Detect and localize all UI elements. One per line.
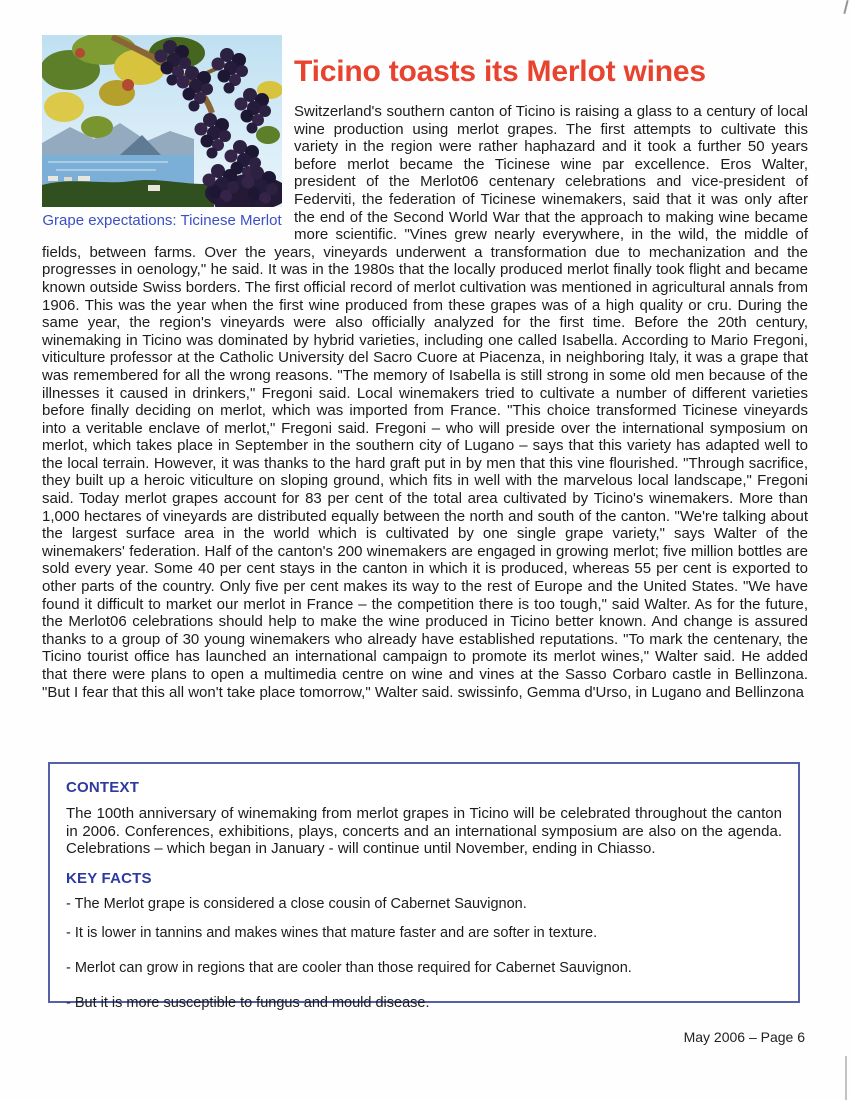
key-fact: - But it is more susceptible to fungus and mould disease. [66, 994, 430, 1011]
page-footer: May 2006 – Page 6 [683, 1029, 805, 1045]
vineyard-photo [42, 35, 282, 207]
vineyard-photo-figure [42, 35, 282, 230]
context-heading: CONTEXT [66, 779, 140, 796]
article-body: Switzerland's southern canton of Ticino is raising a glass to a century of local wine production using merlot grapes. The first attempts to cultivate this variety in the region were rather haphazard and it took a further 50 years before merlot became the Ticinese wine par excellence. Eros Walter, president of the Merlot06 centenary celebrations and vice-president of Federviti, the federation of Ticinese winemakers, said that it was only after the end of the Second World War that the approach to making wine became more scientific. "Vines grew nearly everywhere, in the wild, the middle of fields, between farms. Over the years, vineyards underwent a transformation due to mechanization and the progresses in oenology," he said. It was in the 1980s that the locally produced merlot finally took flight and became known outside Swiss borders. The first official record of merlot cultivation was mentioned in agricultural annals from 1906. This was the year when the first wine produced from these grapes was of a high quality or cru. During the same year, the region's vineyards were also officially analyzed for the first time. Before the 20th century, winemaking in Ticino was dominated by hybrid varieties, including one called Isabella. According to Mario Fregoni, viticulture professor at the Catholic University del Sacro Cuore at Piacenza, in neighboring Italy, it was a grape that was remembered for all the wrong reasons. "The memory of Isabella is still strong in some old men because of the illnesses it caused in drinkers," Fregoni said. Local winemakers tried to cultivate a number of different varieties before finally deciding on merlot, which was imported from France. "This choice transformed Ticinese vineyards into a veritable enclave of merlot," Fregoni said. Fregoni – who will preside over the international symposium on merlot, which takes place in September in the southern city of Lugano – says that this variety has adapted well to the local terrain. However, it was thanks to the hard graft put in by men that this vine flourished. "Through sacrifice, they built up a heroic viticulture on sloping ground, which fits in well with the marvelous local landscape," Fregoni said. Today merlot grapes account for 83 per cent of the total area cultivated by Ticino's winemakers. More than 1,000 hectares of vineyards are distributed equally between the north and south of the canton. "We're talking about the largest surface area in the world which is cultivated by one single grape variety," says Walter of the winemakers' federation. Half of the canton's 200 winemakers are engaged in growing merlot; five million bottles are sold every year. Some 40 per cent stays in the canton in which it is produced, whereas 55 per cent is exported to other parts of the country. Only five per cent makes its way to the rest of Europe and the United States. "We have found it difficult to market our merlot in France – the competition there is too tough," said Walter. As for the future, the Merlot06 celebrations should help to make the wine produced in Ticino better known. And change is assured thanks to a group of 30 young winemakers who already have established reputations. "To mark the centenary, the Ticino tourist office has launched an international campaign to promote its merlot wines," Walter said. He added that there were plans to open a multimedia centre on wine and vines at the Sasso Corbaro castle in Bellinzona. "But I fear that this all won't take place tomorrow," Walter said. swissinfo, Gemma d'Urso, in Lugano and Bellinzona [42, 103, 808, 701]
context-box [48, 762, 800, 1011]
context-text: The 100th anniversary of winemaking from merlot grapes in Ticino will be celebrated throughout the canton in 2006. Conferences, exhibitions, plays, concerts and an international symposium are also on the agenda. Celebrations – which began in January - will continue until November, ending in Chiasso. [66, 805, 782, 858]
photo-caption: Grape expectations: Ticinese Merlot [42, 212, 282, 229]
key-facts-heading: KEY FACTS [66, 869, 152, 887]
key-fact: - It is lower in tannins and makes wines that mature faster and are softer in texture. [66, 924, 598, 941]
article [42, 35, 808, 701]
scan-artifact [845, 1056, 847, 1100]
key-fact: - The Merlot grape is considered a close cousin of Cabernet Sauvignon. [66, 895, 527, 912]
key-facts-list [66, 896, 782, 1012]
key-fact: - Merlot can grow in regions that are cooler than those required for Cabernet Sauvignon. [66, 959, 632, 976]
headline: Ticino toasts its Merlot wines [294, 55, 706, 88]
scan-artifact [843, 0, 848, 14]
